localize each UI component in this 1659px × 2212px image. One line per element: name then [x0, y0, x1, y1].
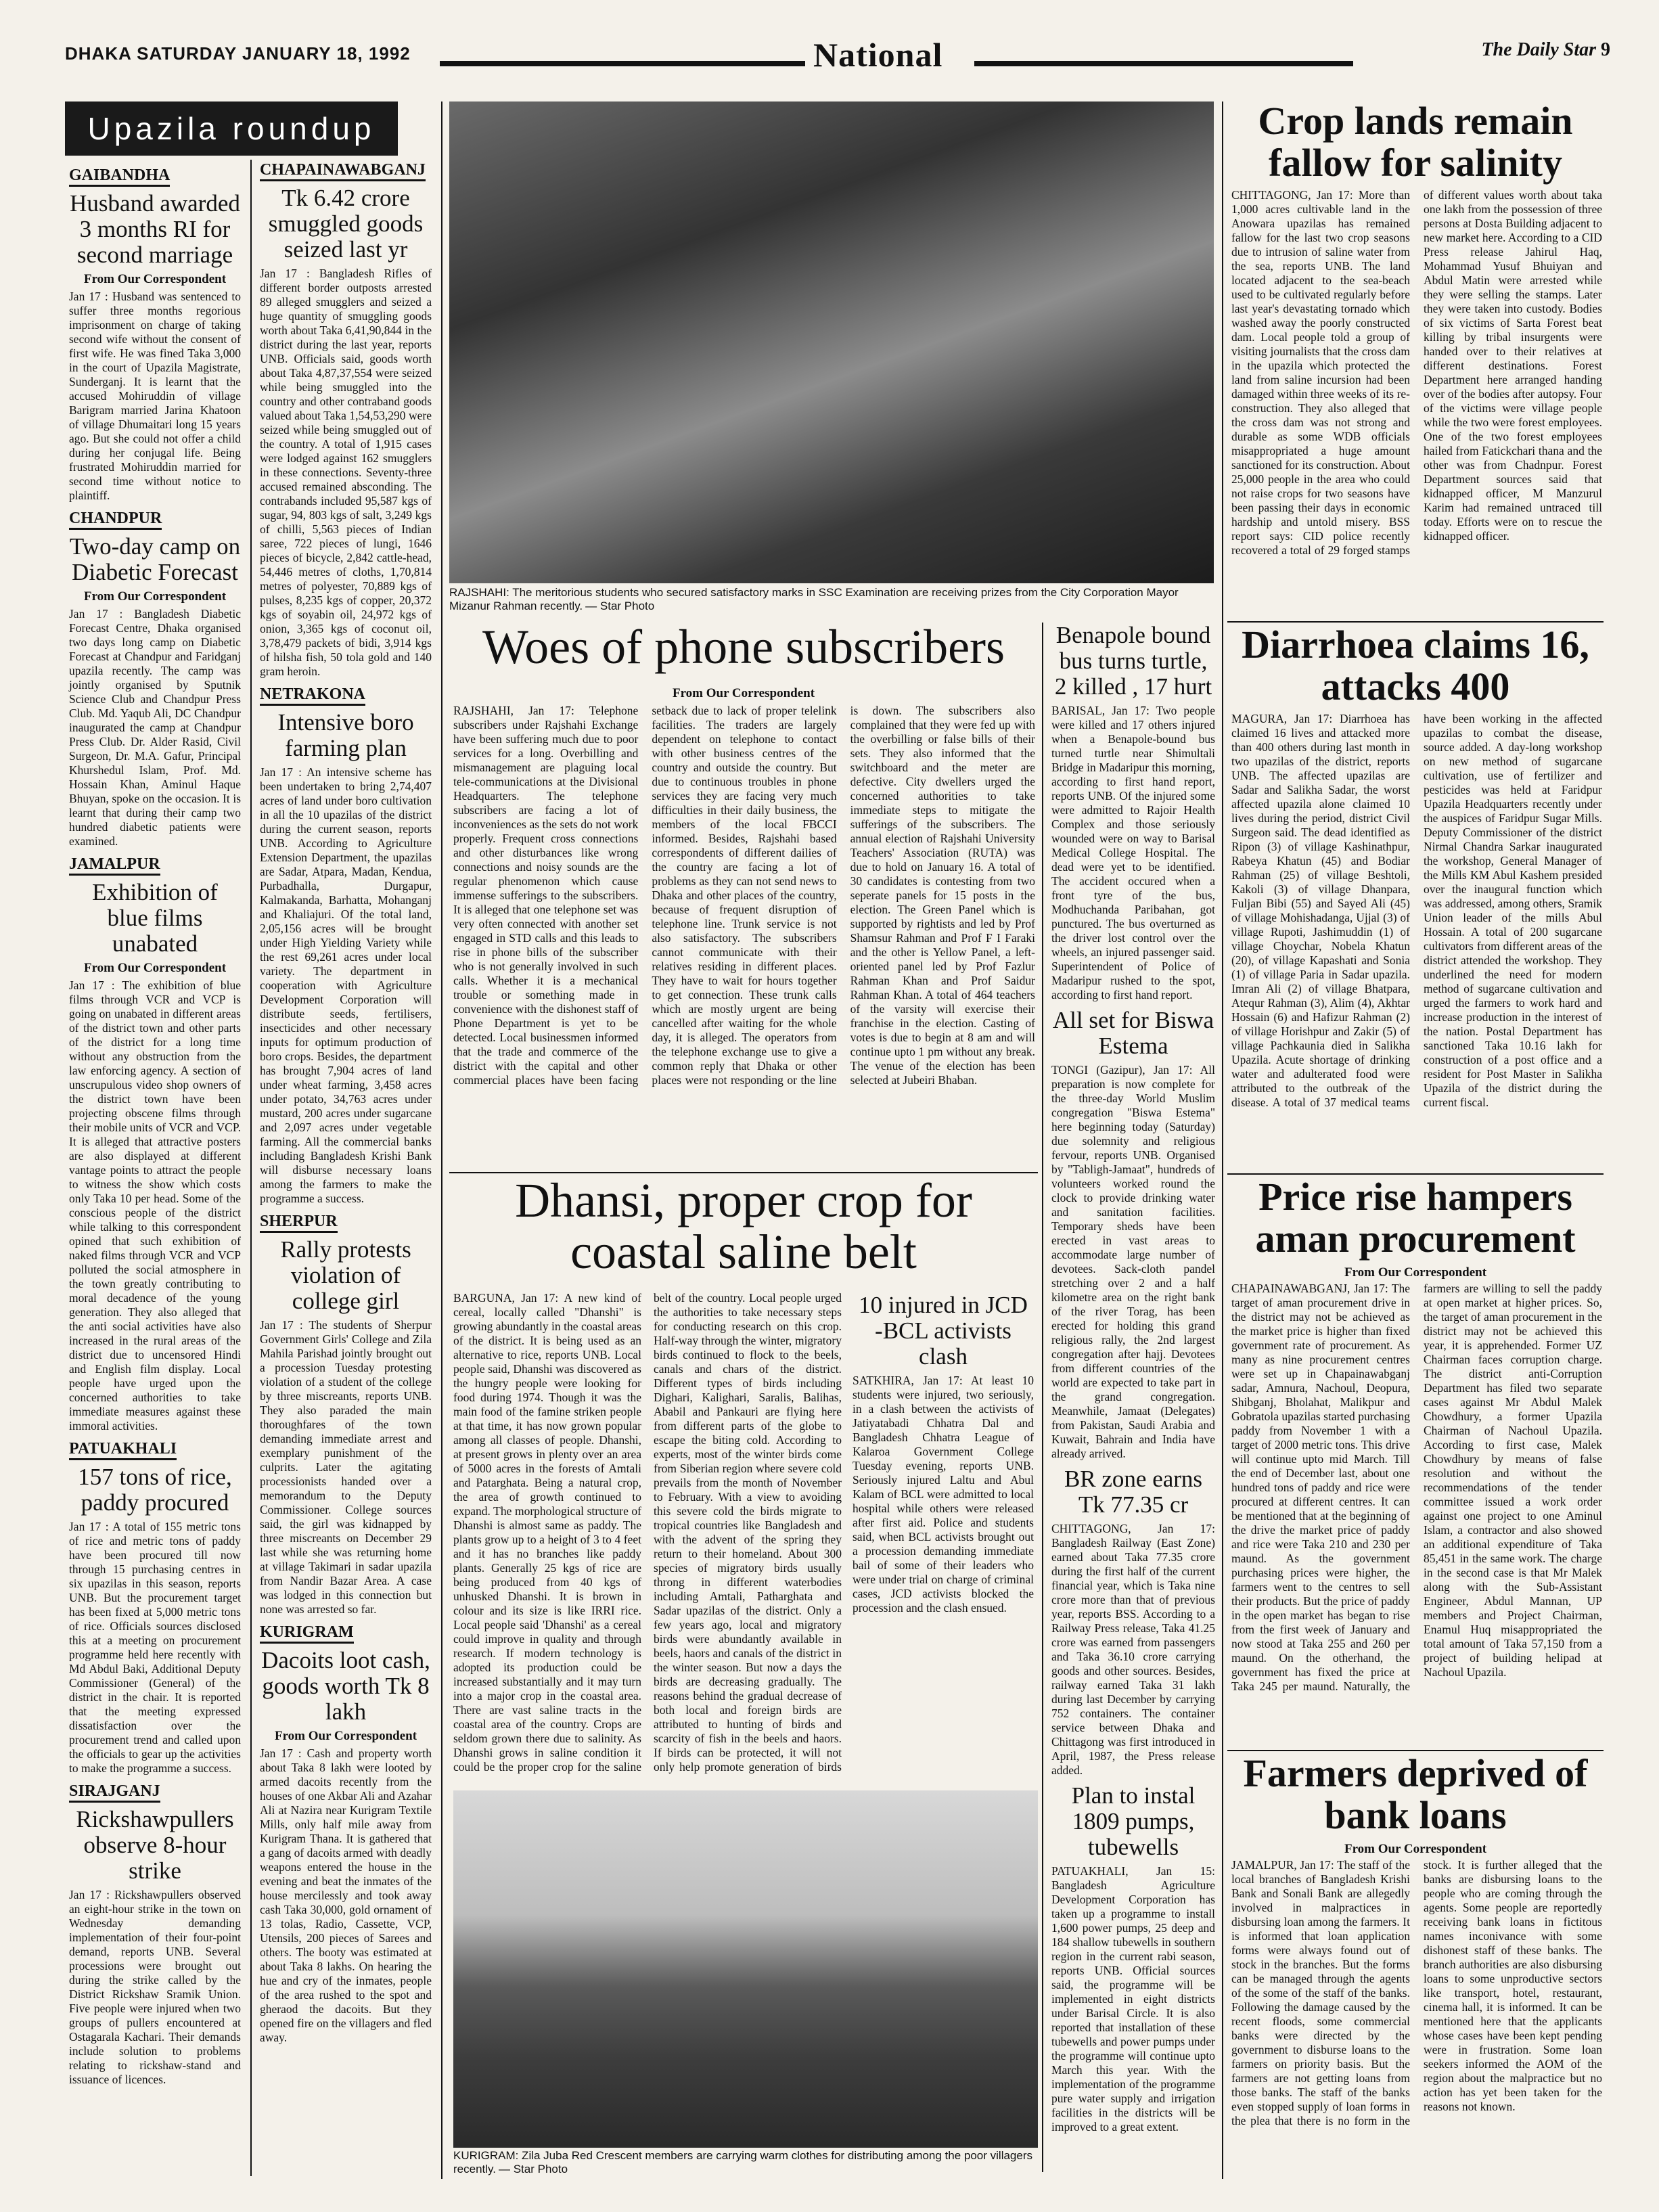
- story-body: Jan 17 : Husband was sentenced to suffer three months regorious imprisonment on charge of taking second wife without the consent of first wife. He was fined Taka 3,000 in the court of Upazila Magistrate, Sunderganj. It is learnt that the accused Mohiruddin of village Barigram married Jarina Khatoon of village Dhumaitari long 15 years ago. But she could not offer a child during her conjugal life. Being frustrated Mohiruddin married for second time without notice to plaintiff.: [69, 290, 241, 502]
- story-body: CHAPAINAWABGANJ, Jan 17: The target of aman procurement drive in the district may not be achieved as the market price is higher than fixed government rate of procurement. As many as nine procurement centres were set up in Chapainawabganj sadar, Amnura, Nachoul, Deopura, Shibganj, Bholahat, Malikpur and Gobratola upazilas started purchasing paddy from November 1 with a target of 2000 metric tons. This drive will continue upto mid March. Till the end of December last, about one hundred tons of paddy and rice were procured at different centres. It can be mentioned that at the beginning of the drive the market price of paddy and rice were Taka 210 and 230 per maund. As the government purchasing prices were higher, the farmers went to the centres to sell their products. But the price of paddy in the open market has began to rise from the first week of January and now stood at Taka 255 and 260 per maund. On the otherhand, the government has fixed the price at Taka 245 per maund. Naturally, the farmers are willing to sell the paddy at open market at higher prices. So, the target of aman procurement in the district may not be achieved this year, it is apprehended. Former UZ Chairman faces corruption charge. The district anti-Corruption Department has filed two separate cases against Mr Abdul Malek Chowdhury, a former Upazila Chairman of Nachoul Upazila. According to first case, Malek Chowdhury by means of false resolution and without the recommendations of the tender committee issued a work order against one project to one Aminul Islam, a contractor and also showed an additional expenditure of Taka 85,451 in the same work. The charge in the second case is that Mr Malek along with the Sub-Assistant Engineer, Abdul Mannan, UP members and Project Chairman, Enamul Huq misappropriated the total amount of Taka 57,150 from a project of building helipad at Nachoul Upazila.: [1231, 1282, 1602, 1693]
- story-biswa-estema: [1051, 1008, 1215, 1461]
- upazila-roundup-banner: Upazila roundup: [65, 101, 398, 156]
- photo-caption: [453, 2149, 1038, 2179]
- story-gaibandha: [69, 160, 241, 503]
- column-2: [256, 154, 436, 2177]
- paper-logo: The Daily Star: [1481, 39, 1596, 60]
- price-headline: [1227, 1176, 1604, 1263]
- column-rule: [250, 160, 252, 2176]
- photo-credit: — Star Photo: [499, 2163, 568, 2175]
- diarrhoea-body-columns: [1231, 712, 1602, 1172]
- story-body: Jan 17 : The exhibition of blue films through VCR and VCP is going on unabated in different areas of the district town and other parts of the district for a long time without any obstruction from the law enforcing agency. A section of unscrupulous video shop owners of the district town have been projecting obscene films through their mobile units of VCR and VCP. It is alleged that attractive posters are also displayed at different vantage points to attract the people to witness the show which costs only Taka 10 per head. Some of the conscious people of the district while talking to this correspondent opined that such exhibition of naked films through VCR and VCP polluted the social atmosphere in the town greatly contributing to moral decadence of the young generation. They also alleged that the anti social activities have also increased in the rural areas of the district due to uncensored Hindi and English film display. Local people have urged upon the concerned authorities to take immediate measures against these immoral activities.: [69, 978, 241, 1432]
- photo-credit: — Star Photo: [585, 600, 655, 612]
- story-body: CHITTAGONG, Jan 17: More than 1,000 acres cultivable land in the Anowara upazilas has remained fallow for the last two crop seasons due to intrusion of saline water from the sea, reports UNB. The land located adjacent to the sea-beach used to be cultivated regularly before last year's devastating tornado which washed away the poorly constructed dam. Local people told a group of visiting journalists that the cross dam in the upazila which protected the land from saline incursion had been damaged within three weeks of its re-construction. They also alleged that the cross dam was not strong and durable as some WDB officials misappropriated a huge amount sanctioned for its construction. About 25,000 people in the area who could not raise crops for two seasons have been passing their days in economic hardship and untold misery. BSS report says: CID police recently recovered a total of 29 forged stamps of different values worth about taka one lakh from the possession of three persons at Dosta Building adjacent to new market here. According to a CID Press release Jahirul Haq, Mohammad Yusuf Bhuiyan and Abdul Matin were arrested while they were selling the stamps. Later they were taken into custody. Bodies of six victims of Sarta Forest beat killing by tribal insurgents were handed over to their relatives at different destinations. Forest Department here arranged handing over of the bodies after autopsy. Four of the victims were village people while the two were forest employees. One of the two forest employees hailed from Fatickchari thana and the other was from Chadnpur. Forest Department sources said that kidnapped officer, M Manzurul Karim had remained untraced till today. Efforts were on to rescue the kidnapped officer.: [1231, 188, 1602, 557]
- headline: Husband awarded 3 months RI for second marriage: [70, 190, 240, 268]
- story-body: Jan 17 : The students of Sherpur Government Girls' College and Zila Mahila Parishad jointly brought out a procession Tuesday protesting violation of a student of the college by three miscreants, reports UNB. They also paraded the main thoroughfares of the town demanding immediate arrest and exemplary punishment of the culprits. Later the agitating processionists handed over a memorandum to the Deputy Commissioner. College sources said, the girl was kidnapped by three miscreants on December 29 last while she was returning home at village Takimari in sadar upazila from Nandir Bazar Area. A case was lodged in this connection but none was arrested so far.: [260, 1318, 432, 1616]
- story-chapainawabganj: [260, 154, 432, 679]
- kicker: PATUAKHALI: [69, 1440, 177, 1460]
- caption-text: KURIGRAM: Zila Juba Red Crescent members are carrying warm clothes for distributing among the poor villagers recently.: [453, 2149, 1032, 2175]
- headline: Plan to instal 1809 pumps, tubewells: [1071, 1782, 1196, 1860]
- story-body: Jan 17 : Cash and property worth about Taka 8 lakh were looted by armed dacoits recently from the houses of one Akbar Ali and Azahar Ali at Nazira near Kurigram Textile Mills, only half mile away from Kurigram Thana. It is gathered that a gang of dacoits armed with deadly weapons entered the house in the evening and beat the inmates of the house mercilessly and took away cash Taka 30,000, gold ornament of 13 tolas, Radio, Cassette, VCP, Utensils, 200 pieces of Sarees and others. The booty was estimated at about Taka 8 lakhs. On hearing the hue and cry of the inmates, people of the area rushed to the spot and gheraod the dacoits. But they opened fire on the villagers and fled away.: [260, 1746, 432, 2044]
- headline: Farmers deprived of bank loans: [1243, 1753, 1588, 1837]
- section-rule: [1227, 1173, 1604, 1175]
- story-body: Jan 17 : A total of 155 metric tons of rice and metric tons of paddy have been procured till now through 15 purchasing centres in six upazilas in this season, reports UNB. But the procurement target has been fixed at 5,000 metric tons of rice. Officials sources disclosed this at a meeting on procurement programme held here recently with Md Abdul Baki, Additional Deputy Commissioner (General) of the district in the chair. It is reported that the meeting expressed dissatisfaction over the procurement trend and called upon the officials to gear up the activities to make the programme a success.: [69, 1520, 241, 1775]
- masthead: [41, 35, 1624, 84]
- farmers-body-columns: [1231, 1858, 1602, 2176]
- column-rule: [1042, 623, 1043, 2172]
- byline: From Our Correspondent: [274, 1729, 417, 1743]
- story-body: PATUAKHALI, Jan 15: Bangladesh Agriculture Development Corporation has taken up a programme to install 1,600 power pumps, 25 deep and 184 shallow tubewells in southern region in the current rabi season, reports UNB. Official sources said, the programme will be implemented in eight districts under Barisal Circle. It is also reported that installation of these tubewells and power pumps under the programme will continue upto March this year. With the implementation of the programme pure water supply and irrigation facilities in the districts will be improved to a great extent.: [1051, 1864, 1215, 2134]
- croplands-headline: [1227, 100, 1604, 188]
- story-netrakona: [260, 679, 432, 1206]
- section-rule: [1227, 621, 1604, 623]
- headline: Rally protests violation of college girl: [280, 1236, 411, 1314]
- headline: All set for Biswa Estema: [1052, 1007, 1214, 1059]
- kicker: SIRAJGANJ: [69, 1782, 160, 1803]
- headline: Exhibition of blue films unabated: [92, 879, 218, 957]
- story-jcd-bcl: [848, 1291, 1038, 1778]
- headline: Rickshawpullers observe 8-hour strike: [76, 1806, 234, 1884]
- byline: From Our Correspondent: [83, 961, 227, 975]
- photo-kurigram-red-crescent: [453, 1790, 1038, 2148]
- story-body: JAMALPUR, Jan 17: The staff of the local branches of Bangladesh Krishi Bank and Sonali Bank are allegedly involved in malpractices in disbursing loan among the farmers. It is informed that loan application forms were always found out of stock in the branches. But the forms can be managed through the agents of the some of the staff of the banks. Following the damage caused by the recent floods, some commercial banks were directed by the government to disburse loans to the farmers on priority basis. But the farmers are not getting loans from those banks. The staff of the banks even stopped supply of loan forms in the plea that there is no form in the stock. It is further alleged that the banks are disbursing loans to the people who are coming through the agents. Some people are reportedly receiving bank loans in fictitous names inconivance with some dishonest staff of these banks. The branch authorities are also disbursing loans to some unproductive sectors like transport, hotel, restaurant, cinema hall, it is informed. It can be mentioned here that the applicants whose cases have been kept pending were in frustration. Some loan seekers informed the AOM of the region about the malpractice but no action has yet been taken for the reasons not known.: [1231, 1858, 1602, 2127]
- headline: 157 tons of rice, paddy procured: [78, 1464, 232, 1516]
- headline: 10 injured in JCD -BCL activists clash: [859, 1292, 1028, 1370]
- column-rule: [441, 101, 442, 2179]
- headline: Diarrhoea claims 16, attacks 400: [1242, 624, 1589, 708]
- kicker: SHERPUR: [260, 1213, 338, 1233]
- caption-text: RAJSHAHI: The meritorious students who secured satisfactory marks in SSC Examination are receiving prizes from the City Corporation Mayor Mizanur Rahman recently.: [449, 586, 1179, 612]
- column-1: [65, 160, 245, 2176]
- story-body: TONGI (Gazipur), Jan 17: All preparation is now complete for the three-day World Muslim congregation "Biswa Estema" here beginning today (Saturday) due solemnity and religious fervour, reports UNB. Organised by "Tabligh-Jamaat", hundreds of volunteers worked round the clock to provide drinking water and sanitation facilities. Temporary sheds have been erected in vast areas to accommodate large number of devotees. Sack-cloth pandel stretching over 2 and a half kilometre area on the right bank of the river Torag, has been erected for holding this grand religious rally, the 2nd largest congregation after hajj. Devotees from different countries of the world are expected to take part in the grand congregation. Meanwhile, Jamaat (Delegates) from Pakistan, Saudi Arabia and Kuwait, Bahrain and India have already arrived.: [1051, 1063, 1215, 1460]
- phone-byline: From Our Correspondent: [672, 686, 815, 700]
- story-body: RAJSHAHI, Jan 17: Telephone subscribers under Rajshahi Exchange have been suffering much due to poor services for a long. Overbilling and mismanagement are plaguing local tele-communications at the Divisional Headquarters. The telephone subscribers are facing a lot of inconveniences as the sets do not work properly. Frequent cross connections and other disturbances like wrong connections and noisy sounds are the regular phenomenon which cause immense sufferings to the subscribers. It is alleged that one telephone set was very often connected with another set engaged in STD calls and this leads to rise in phone bills of the subscriber who is not generally involved in such calls. Whether it is a mechanical trouble or something made in convenience with the dishonest staff of Phone Department is yet to be detected. Local businessmen informed that the trade and commerce of the district with the capital and other commercial places have been facing setback due to lack of proper telelink facilities. The traders are largely dependent on telephone to contact with other business centres of the country and outside the country. But due to continuous troubles in phone services they are facing very much difficulties in their daily business, the members of the local FBCCI informed. Besides, Rajshahi based correspondents of different dailies of the country are facing a lot of problems as they can not send news to Dhaka and other places of the country, because of frequent disruption of telephone line. Trunk service is not also satisfactory. The subscribers cannot communicate with their relatives residing in different places. They have to wait for hours together to get connection. These trunk calls which are mostly urgent are being cancelled after waiting for the whole day, it is alleged. The operators from the telephone exchange use to give a common reply that Dhaka or other places were not responding or the line is down. The subscribers also complained that they were fed up with the overbilling or false bills of their sets. They also informed that the switchboard and the meter are defective. City dwellers urged the concerned authorities to take immediate steps to mitigate the sufferings of the subscribers. The annual election of Rajshahi University Teachers' Association (RUTA) was due to hold on January 16. A total of 30 candidates is contesting from two seperate panels for 15 posts in the election. The Green Panel which is supported by rightists and led by Prof Shamsur Rahman and Prof F I Faraki and the other is Yellow Panel, a left-oriented panel led by Prof Fazlur Rahman Khan and Prof Saidur Rahman Khan. A total of 464 teachers of the varsity will exercise their franchise in the election. Casting of votes is due to begin at 8 am and will continue upto 1 pm without any break. The venue of the election has been selected at Jubeiri Bhaban.: [453, 704, 1035, 1087]
- phone-body-columns: [453, 704, 1035, 1171]
- story-body: CHITTAGONG, Jan 17: Bangladesh Railway (East Zone) earned about Taka 77.35 crore during the first half of the current financial year, which is Taka nine crore more than that of previous year, reports BSS. According to a Railway Press release, Taka 41.25 crore was earned from passengers and Taka 36.10 crore carrying goods and other sources. Besides, railway earned Taka 31 lakh during last December by carrying 752 containers. The container service between Dhaka and Chittagong was first introduced in April, 1987, the Press release added.: [1051, 1522, 1215, 1777]
- photo-caption: [449, 586, 1214, 620]
- dhansi-body-columns: [453, 1291, 842, 1778]
- column-rule: [1222, 101, 1223, 2179]
- masthead-rule-right: [974, 61, 1353, 66]
- dateline: DHAKA SATURDAY JANUARY 18, 1992: [65, 43, 411, 64]
- byline: From Our Correspondent: [83, 589, 227, 604]
- story-benapole: [1051, 623, 1215, 1002]
- kicker: GAIBANDHA: [69, 166, 170, 187]
- story-jamalpur: [69, 849, 241, 1433]
- story-chandpur: [69, 503, 241, 849]
- masthead-rule-left: [440, 61, 805, 66]
- section-rule: [1227, 1750, 1604, 1751]
- byline: From Our Correspondent: [83, 272, 227, 286]
- section-rule: [449, 1172, 1038, 1173]
- headline: Price rise hampers aman procurement: [1255, 1176, 1576, 1261]
- price-byline: From Our Correspondent: [1344, 1265, 1487, 1280]
- headline: Tk 6.42 crore smuggled goods seized last yr: [268, 185, 424, 263]
- headline: Woes of phone subscribers: [482, 621, 1005, 674]
- story-br-zone: [1051, 1466, 1215, 1778]
- headline: Two-day camp on Diabetic Forecast: [69, 533, 241, 585]
- story-kurigram: [260, 1617, 432, 2045]
- story-sirajganj: [69, 1776, 241, 2087]
- story-body: Jan 17 : An intensive scheme has been undertaken to bring 2,74,407 acres of land under boro cultivation in all the 10 upazilas of the district during the current season, reports UNB. According to Agriculture Extension Department, the upazilas are Sadar, Atpara, Madan, Kendua, Purbadhalla, Durgapur, Kalmakanda, Barhatta, Mohanganj and Khaliajuri. Of the total land, 2,05,156 acres will be brought under High Yielding Variety while the rest 69,261 acres under local variety. The department in cooperation with Agriculture Development Corporation will distribute seeds, fertilisers, insecticides and other necessary inputs for optimum production of boro crops. Besides, the department has brought 7,904 acres of land under wheat farming, 3,458 acres under potato, 34,763 acres under mustard, 200 acres under sugarcane and 2,097 acres under vegetable farming. All the commercial banks including Bangladesh Krishi Bank will disburse necessary loans among the farmers to make the programme a success.: [260, 765, 432, 1205]
- photo-rajshahi-prize: [449, 101, 1214, 583]
- croplands-body-columns: [1231, 188, 1602, 621]
- kicker: CHANDPUR: [69, 510, 162, 530]
- headline: BR zone earns Tk 77.35 cr: [1064, 1466, 1203, 1518]
- story-sherpur: [260, 1206, 432, 1617]
- story-body: BARISAL, Jan 17: Two people were killed and 17 others injured when a Benapole-bound bus turned turtle near Shimultali Bridge in Madaripur this morning, according to first hand report, reports UNB. Of the injured some were admitted to Rajoir Health Complex and those seriously wounded were on way to Barisal Medical College Hospital. The dead were yet to be identified. The accident occured when a front tyre of the bus, Modhuchanda Paribahan, got punctured. The bus overturned as the driver lost control over the wheels, an injured passenger said. Superintendent of Police of Madaripur rushed to the spot, according to first hand report.: [1051, 704, 1215, 1001]
- farmers-headline: [1227, 1753, 1604, 1839]
- headline: Benapole bound bus turns turtle, 2 killed , 17 hurt: [1054, 622, 1212, 700]
- column-4: [1047, 621, 1219, 2177]
- page-number: 9: [1601, 39, 1610, 60]
- diarrhoea-headline: [1227, 624, 1604, 710]
- price-body-columns: [1231, 1282, 1602, 1748]
- headline: Dacoits loot cash, goods worth Tk 8 lakh: [261, 1647, 430, 1725]
- farmers-byline: From Our Correspondent: [1344, 1842, 1487, 1856]
- story-patuakhali: [69, 1433, 241, 1776]
- story-body: Jan 17 : Bangladesh Diabetic Forecast Centre, Dhaka organised two days long camp on Diabetic Forecast at Chandpur and Faridganj upazila recently. The camp was jointly organised by Sputnik Science Club and Chandpur Press Club. Md. Yaqub Ali, DC Chandpur inaugurated the camp at Chandpur Press Club. Dr. Alder Rasid, Civil Surgeon, Dr. M.A. Gafur, Principal Khurshedul Islam, Prof. Md. Hossain Khan, Aminul Haque Bhuyan, spoke on the occasion. It is learnt that during their camp two hundred diabetic patients were examined.: [69, 607, 241, 848]
- headline: Dhansi, proper crop for coastal saline belt: [515, 1175, 972, 1279]
- kicker: KURIGRAM: [260, 1623, 354, 1644]
- story-body: Jan 17 : Rickshawpullers observed an eight-hour strike in the town on Wednesday demanding implementation of their four-point demand, reports UNB. Several processions were brought out during the strike called by the District Rickshaw Sramik Union. Five people were injured when two groups of pullers encountered at Ostagarala Kachari. Their demands include solution to problems relating to rickshaw-stand and issuance of licences.: [69, 1888, 241, 2086]
- kicker: NETRAKONA: [260, 685, 365, 706]
- paper-name-page: [1481, 39, 1610, 61]
- phone-headline: [449, 621, 1038, 678]
- story-body: MAGURA, Jan 17: Diarrhoea has claimed 16 lives and attacked more than 400 others during last month in two upazilas of the district, reports UNB. The affected upazilas are Sadar and Salikha Sadar, the worst affected upazila alone claimed 10 lives during the period, district Civil Surgeon said. The dead identified as Ripon (3) of village Kashinathpur, Rabeya Khatun (45) and Bodiar Rahman (25) of village Beshtoli, Kakoli (3) of village Dhanpara, Fuljan Bibi (55) and Sayed Ali (45) of village Mohishadanga, Ujjal (3) of village Rupoti, Jashimuddin (1) of village Choychar, Nobela Khatun (20), of village Kapashati and Sonia (1) of village Paria in Sadar upazila. Imran Ali (2) of village Bhatpara, Atequr Rahman (3), Alim (4), Akhtar Hossain (6) and Hafizur Rahman (2) of village Horishpur and Zakir (5) of village Pachkaunia died in Salikha Upazila. Acute shortage of drinking water and adulterated food were attributed to the outbreak of the disease. A total of 37 medical teams have been working in the affected upazilas to combat the disease, source added. A day-long workshop on new method of sugarcane cultivation, use of fertilizer and pesticides was held at Faridpur Upazila Headquarters recently under the auspices of Faridpur Sugar Mills. Deputy Commissioner of the district Nirmal Chandra Sarkar inaugurated the workshop, General Manager of the Mills KM Abul Kashem presided over the inaugural function which was addressed, among others, Sramik Union leader of the mills Abul Hossain. A total of 200 sugarcane cultivators from different areas of the district attended the workshop. They underlined the need for modern method of sugarcane cultivation and urged the farmers to work hard and increase production in the interest of the nation. Postal Department has sanctioned Taka 10.16 lakh for construction of a post office and a resident for Post Master in Salikha Upazila of the district during the current fiscal.: [1231, 712, 1602, 1109]
- story-body: SATKHIRA, Jan 17: At least 10 students were injured, two seriously, in a clash between the activists of Jatiyatabadi Chhatra Dal and Bangladesh Chhatra League of Kalaroa Government College Tuesday evening, reports UNB. Seriously injured Laltu and Abul Kalam of BCL were admitted to local hospital while others were released after first aid. Police and students said, when BCL activists brought out a procession demanding immediate bail of some of their leaders who were under trial on charge of criminal cases, JCD activists blocked the procession and the clash ensued.: [853, 1374, 1034, 1615]
- story-body: Jan 17 : Bangladesh Rifles of different border outposts arrested 89 alleged smugglers and seized a huge quantity of smuggling goods worth about Taka 6,41,90,844 in the district during the last year, reports UNB. Officials said, goods worth about Taka 4,87,37,554 were seized while being smuggled into the country and other contraband goods valued about Taka 1,54,53,290 were seized while being smuggled out of the country. A total of 1,915 cases were lodged against 162 smugglers in these connections. Seventy-three accused remained absconding. The contrabands included 95,587 kgs of sugar, 94, 803 kgs of salt, 3,249 kgs of chilli, 5,563 pieces of Indian saree, 722 pieces of lungi, 1646 pieces of bicycle, 2,842 cattle-head, 54,446 metres of cloths, 1,70,814 metres of polyester, 70,889 kgs of pulses, 8,235 kgs of copper, 20,372 kgs of soyabin oil, 24,972 kgs of onion, 3,365 kgs of coconut oil, 3,78,479 packets of bidi, 3,914 kgs of hilsha fish, 50 tola gold and 140 gram heroin.: [260, 267, 432, 678]
- headline: Crop lands remain fallow for salinity: [1258, 100, 1573, 185]
- story-pumps: [1051, 1783, 1215, 2134]
- dhansi-headline: [449, 1175, 1038, 1287]
- headline: Intensive boro farming plan: [277, 709, 414, 761]
- story-body: BARGUNA, Jan 17: A new kind of cereal, locally called "Dhanshi" is growing abundantly in the coastal areas of the district. It is being used as an alternative to rice, reports UNB. Local people said, Dhanshi was discovered as the hungry people were looking for food during 1974. Though it was the main food of the famine striken people at that time, it has now grown popular among all classes of people. Dhanshi, at present grows in plenty over an area of 5000 acres in the forests of Amtali and Patarghata. Being a natural crop, the area of growth continued to expand. The morphological structure of Dhanshi is almost same as paddy. The plants grow up to a height of 3 to 4 feet and it has no branches like paddy plants. Generally 25 kgs of rice are being produced from 40 kgs of unhusked Dhanshi. It is brown in colour and its size is like IRRI rice. Local people said 'Dhanshi' as a cereal could improve in quality and through research. If modern technology is adopted its production could be increased substantially and it may turn into a major crop in the coastal area. There are vast saline tracts in the coastal area of the country. Crops are seldom grown there due to salinity. As Dhanshi grows in saline condition it could be the proper crop for the saline belt of the country. Local people urged the authorities to take necessary steps for conducting research on this crop. Half-way through the winter, migratory birds continued to flock to the beels, canals and chars of the district. Different types of birds including Dighari, Kalighari, Saralis, Balihas, Ababil and Pankauri are flying here from different parts of the globe to escape the biting cold. According to experts, most of the winter birds come from Siberian region where severe cold prevails from the month of November to February. With a view to avoiding this severe cold the birds migrate to tropical countries like Bangladesh and with the advent of the spring they return to their homeland. About 300 species of migratory birds usually throng in different waterbodies including Amtali, Patharghata and Sadar upazilas of the district. Only a few years ago, local and migratory birds were abundantly available in beels, haors and canals of the district in the winter season. But now a days the birds are decreasing gradually. The reasons behind the gradual decrease of both local and foreign birds are attributed to hunting of birds and scarcity of fish in the beels and haors. If birds can be protected, it will not only help promote generation of birds: [453, 1291, 842, 1774]
- section-title: National: [805, 35, 951, 74]
- kicker: JAMALPUR: [69, 855, 160, 876]
- kicker: CHAPAINAWABGANJ: [260, 161, 426, 181]
